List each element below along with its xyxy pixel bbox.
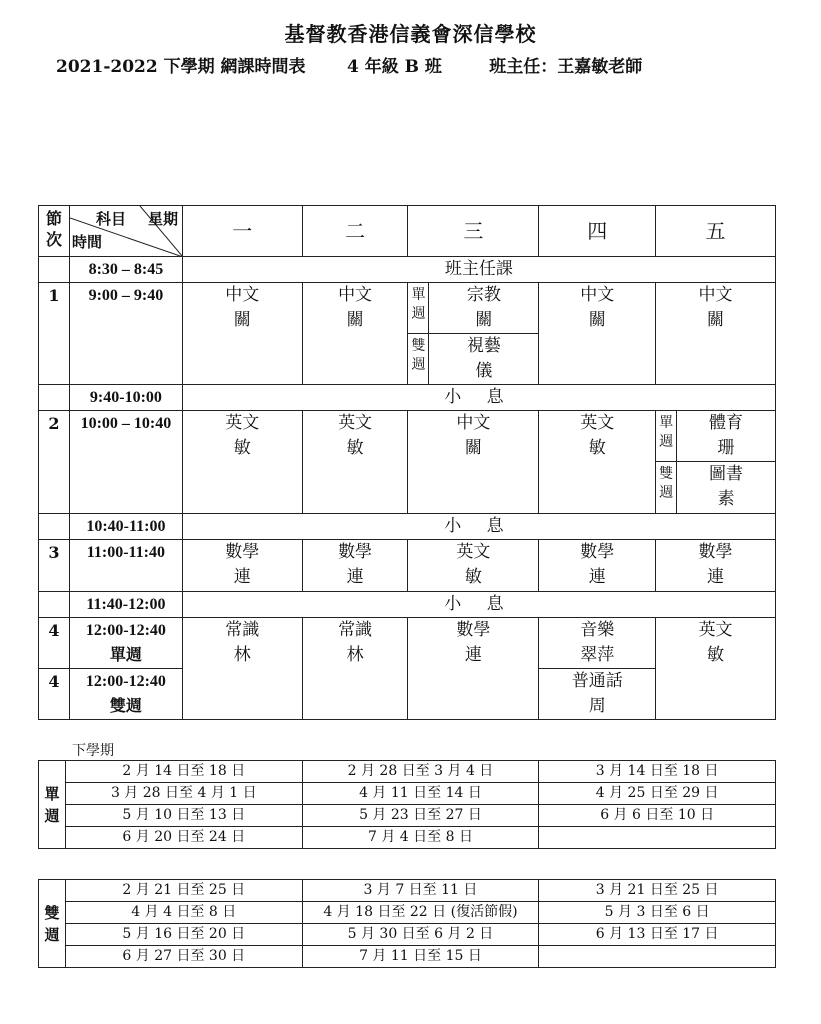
lesson-cell: 英文 敏 (408, 540, 539, 592)
break-label: 小 息 (182, 592, 775, 618)
date-row: 單週 2 月 14 日至 18 日 2 月 28 日至 3 月 4 日 3 月 14 日至 18 日 (39, 761, 776, 783)
period-header: 節次 (39, 206, 70, 257)
lesson-cell: 圖書 素 (677, 462, 776, 514)
break-row (39, 514, 776, 540)
date-row: 4 月 4 日至 8 日 4 月 18 日至 22 日 (復活節假) 5 月 3 日至 6 日 (39, 902, 776, 924)
lesson-cell: 常識 林 (182, 618, 302, 720)
lesson-cell: 中文 關 (656, 283, 776, 385)
period-time: 12:00-12:40 雙週 (69, 669, 182, 720)
homeroom-label: 班主任課 (182, 257, 775, 283)
period-time: 12:00-12:40 單週 (69, 618, 182, 669)
break-label: 小 息 (182, 385, 775, 411)
subject-label: 科目 (95, 210, 126, 228)
lesson-cell: 體育 珊 (677, 411, 776, 462)
period-number: 3 (39, 540, 70, 592)
date-row: 3 月 28 日至 4 月 1 日 4 月 11 日至 14 日 4 月 25 日至 29 日 (39, 783, 776, 805)
lesson-cell: 英文 敏 (182, 411, 302, 514)
double-week-label: 雙週 (39, 880, 66, 968)
homeroom-time: 8:30 – 8:45 (69, 257, 182, 283)
homeroom-row (39, 257, 776, 283)
lesson-cell: 視藝 儀 (429, 334, 539, 385)
lesson-cell: 普通話 周 (539, 669, 656, 720)
corner-cell (69, 206, 182, 257)
lesson-cell: 中文 關 (182, 283, 302, 385)
weekday-label: 星期 (147, 210, 178, 228)
break-row (39, 385, 776, 411)
period-time: 11:00-11:40 (69, 540, 182, 592)
lesson-cell: 英文 敏 (302, 411, 408, 514)
break-time: 11:40-12:00 (69, 592, 182, 618)
lesson-cell: 數學 連 (408, 618, 539, 720)
period-3-row (39, 540, 776, 592)
day-mon: 一 (182, 206, 302, 257)
lesson-cell: 中文 關 (408, 411, 539, 514)
period-4-single-row (39, 618, 776, 669)
time-label: 時間 (71, 233, 102, 251)
double-week-tag: 雙週 (408, 334, 429, 385)
single-week-tag: 單週 (408, 283, 429, 334)
lesson-cell: 英文 敏 (656, 618, 776, 720)
break-row (39, 592, 776, 618)
double-week-dates (38, 879, 776, 968)
period-number: 2 (39, 411, 70, 514)
period-2-row (39, 411, 776, 462)
timetable (38, 205, 776, 720)
class-teacher: 班主任：王嘉敏老師 (489, 57, 643, 77)
lesson-cell: 數學 連 (302, 540, 408, 592)
date-row: 5 月 10 日至 13 日 5 月 23 日至 27 日 6 月 6 日至 10 日 (39, 805, 776, 827)
timetable-subtitle (56, 52, 642, 77)
single-week-label: 單週 (39, 761, 66, 849)
break-time: 9:40-10:00 (69, 385, 182, 411)
period-1-row (39, 283, 776, 334)
break-time: 10:40-11:00 (69, 514, 182, 540)
semester-label: 下學期 (72, 743, 114, 759)
date-row: 雙週 2 月 21 日至 25 日 3 月 7 日至 11 日 3 月 21 日至 25 日 (39, 880, 776, 902)
lesson-cell: 宗教 關 (429, 283, 539, 334)
lesson-cell: 常識 林 (302, 618, 408, 720)
header-row (39, 206, 776, 257)
day-wed: 三 (408, 206, 539, 257)
day-fri: 五 (656, 206, 776, 257)
period-number: 4 (39, 669, 70, 720)
period-time: 9:00 – 9:40 (69, 283, 182, 385)
lesson-cell: 英文 敏 (539, 411, 656, 514)
lesson-cell: 數學 連 (539, 540, 656, 592)
term-title: 2021-2022 下學期 網課時間表 (56, 57, 306, 77)
period-number: 4 (39, 618, 70, 669)
lesson-cell: 數學 連 (182, 540, 302, 592)
period-number: 1 (39, 283, 70, 385)
lesson-cell: 中文 關 (539, 283, 656, 385)
school-title: 基督教香港信義會深信學校 (284, 22, 537, 46)
date-row: 6 月 27 日至 30 日 7 月 11 日至 15 日 (39, 946, 776, 968)
date-row: 5 月 16 日至 20 日 5 月 30 日至 6 月 2 日 6 月 13 日至 17 日 (39, 924, 776, 946)
lesson-cell: 音樂 翠萍 (539, 618, 656, 669)
period-time: 10:00 – 10:40 (69, 411, 182, 514)
lesson-cell: 數學 連 (656, 540, 776, 592)
date-row: 6 月 20 日至 24 日 7 月 4 日至 8 日 (39, 827, 776, 849)
day-thu: 四 (539, 206, 656, 257)
double-week-tag: 雙週 (656, 462, 677, 514)
day-tue: 二 (302, 206, 408, 257)
break-label: 小 息 (182, 514, 775, 540)
single-week-tag: 單週 (656, 411, 677, 462)
lesson-cell: 中文 關 (302, 283, 408, 385)
class-name: 4 年級 B 班 (346, 57, 442, 77)
single-week-dates (38, 760, 776, 849)
